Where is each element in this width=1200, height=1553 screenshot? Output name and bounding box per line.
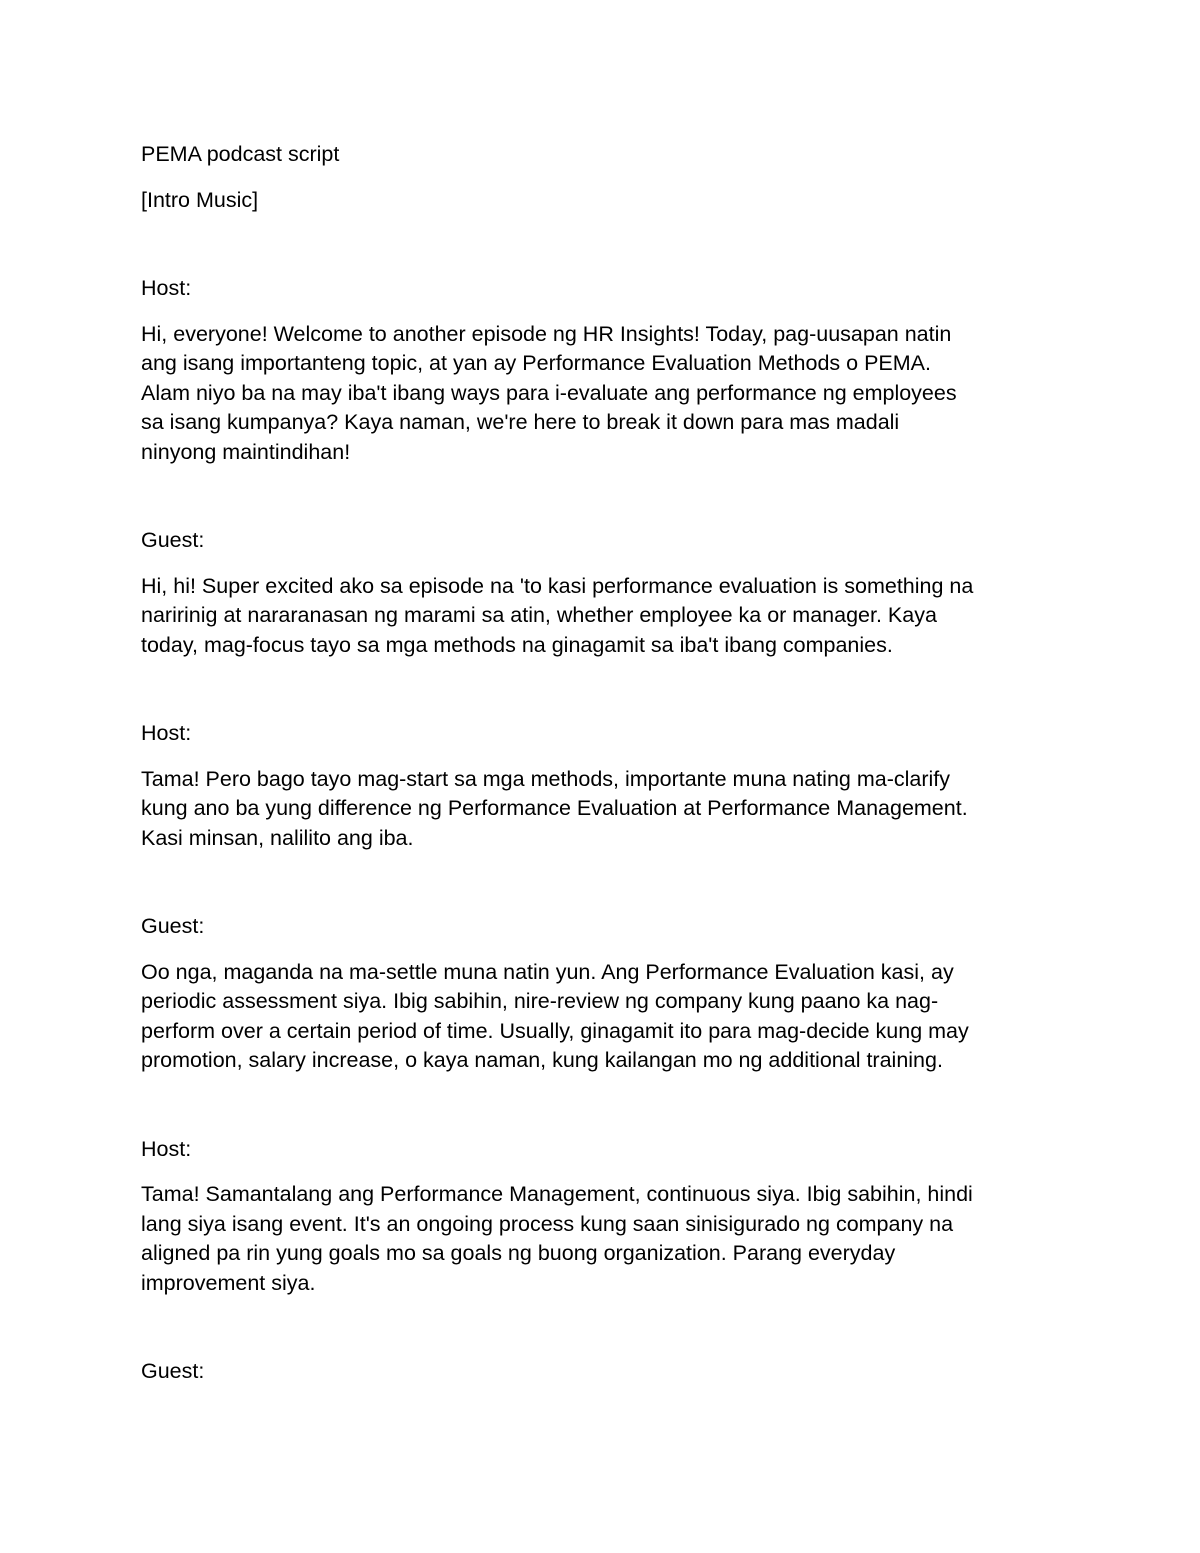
dialogue-paragraph <box>141 1180 1061 1298</box>
dialogue-line: lang siya isang event. It's an ongoing process kung saan sinisigurado ng company na <box>141 1211 954 1236</box>
dialogue-line: Tama! Samantalang ang Performance Management, continuous siya. Ibig sabihin, hindi <box>141 1182 973 1206</box>
dialogue-paragraph <box>141 572 1061 661</box>
dialogue-line: improvement siya. <box>141 1270 316 1295</box>
dialogue-line: periodic assessment siya. Ibig sabihin, nire-review ng company kung paano ka nag- <box>141 989 939 1013</box>
dialogue-paragraph <box>141 765 1061 854</box>
dialogue-line: promotion, salary increase, o kaya naman, kung kailangan mo ng additional training. <box>141 1048 943 1072</box>
dialogue-line: Kasi minsan, nalilito ang iba. <box>141 825 414 850</box>
dialogue-line: Alam niyo ba na may iba't ibang ways para i-evaluate ang performance ng employees <box>141 380 957 405</box>
dialogue-line: Hi, hi! Super excited ako sa episode na 'to kasi performance evaluation is something na <box>141 573 974 598</box>
dialogue-line: today, mag-focus tayo sa mga methods na ginagamit sa iba't ibang companies. <box>141 632 893 657</box>
dialogue-line: perform over a certain period of time. Usually, ginagamit ito para mag-decide kung may <box>141 1018 969 1043</box>
speaker-label: Host: <box>141 1136 192 1161</box>
dialogue-line: ang isang importanteng topic, at yan ay Performance Evaluation Methods o PEMA. <box>141 351 931 375</box>
speaker-label: Guest: <box>141 1359 205 1383</box>
speaker-label: Guest: <box>141 528 205 552</box>
dialogue-paragraph <box>141 320 1061 468</box>
dialogue-line: Oo nga, maganda na ma-settle muna natin yun. Ang Performance Evaluation kasi, ay <box>141 959 954 984</box>
dialogue-line: Tama! Pero bago tayo mag-start sa mga methods, importante muna nating ma-clarify <box>141 766 951 791</box>
speaker-label: Host: <box>141 276 192 300</box>
intro-music-cue: [Intro Music] <box>141 187 259 212</box>
dialogue-line: ninyong maintindihan! <box>141 439 351 464</box>
speaker-label: Guest: <box>141 914 205 938</box>
dialogue-line: naririnig at nararanasan ng marami sa atin, whether employee ka or manager. Kaya <box>141 603 937 627</box>
script-body <box>141 140 1061 1403</box>
dialogue-line: kung ano ba yung difference ng Performance Evaluation at Performance Management. <box>141 796 968 820</box>
dialogue-line: Hi, everyone! Welcome to another episode ng HR Insights! Today, pag-uusapan natin <box>141 321 952 346</box>
dialogue-paragraph <box>141 958 1061 1076</box>
dialogue-line: sa isang kumpanya? Kaya naman, we're here to break it down para mas madali <box>141 410 900 434</box>
document-title: PEMA podcast script <box>141 142 340 166</box>
dialogue-line: aligned pa rin yung goals mo sa goals ng buong organization. Parang everyday <box>141 1241 896 1265</box>
speaker-label: Host: <box>141 721 192 745</box>
